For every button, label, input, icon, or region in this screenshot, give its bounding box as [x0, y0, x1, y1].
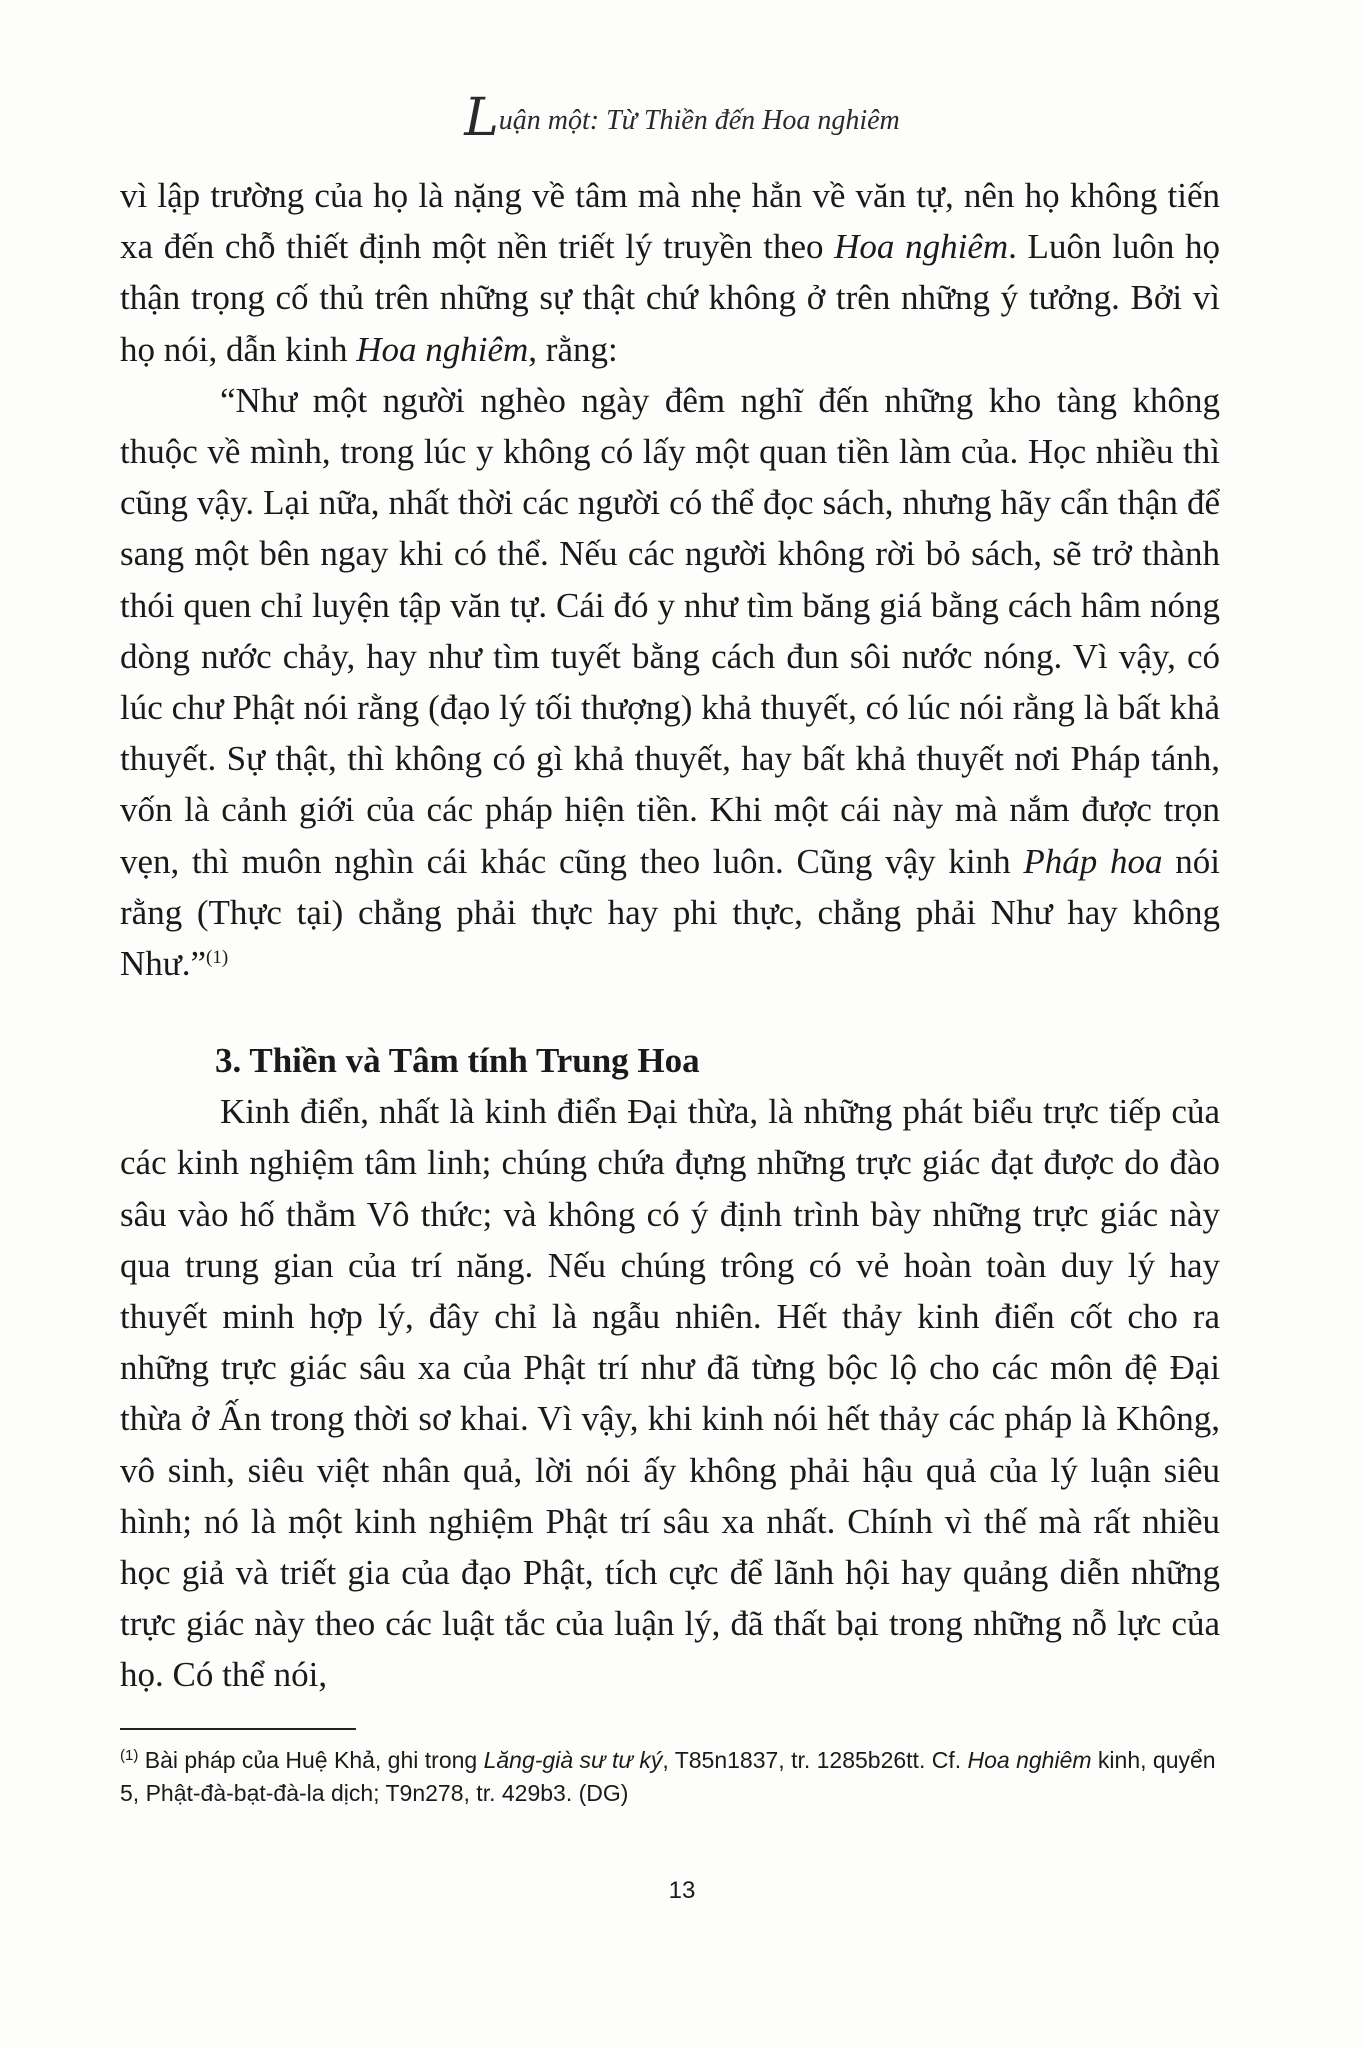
italic-title: Pháp hoa: [1023, 841, 1163, 881]
footnote: [120, 1744, 1232, 1810]
text-run: Bài pháp của Huệ Khả, ghi trong: [138, 1747, 484, 1773]
italic-title: Hoa nghiêm: [834, 227, 1009, 267]
page-number: 13: [668, 1877, 696, 1904]
italic-title: Hoa nghiêm: [967, 1747, 1092, 1773]
section-heading: 3. Thiền và Tâm tính Trung Hoa: [215, 1041, 700, 1081]
text-run: “Như một người nghèo ngày đêm nghĩ đến những kho tàng không thuộc về mình, trong lúc y không có lấy một quan tiền làm của. Học nhiều thì cũng vậy. Lại nữa, nhất thời các người có thể đọc sách, nhưng hãy cẩn thận để sang một bên ngay khi có thể. Nếu các người không rời bỏ sách, sẽ trở thành thói quen chỉ luyện tập văn tự. Cái đó y như tìm băng giá bằng cách hâm nóng dòng nước chảy, hay như tìm tuyết bằng cách đun sôi nước nóng. Vì vậy, có lúc chư Phật nói rằng (đạo lý tối thượng) khả thuyết, có lúc nói rằng là bất khả thuyết. Sự thật, thì không có gì khả thuyết, hay bất khả thuyết nơi Pháp tánh, vốn là cảnh giới của các pháp hiện tiền. Khi một cái này mà nắm được trọn vẹn, thì muôn nghìn cái khác cũng theo luôn. Cũng vậy kinh: [120, 380, 1220, 881]
italic-title: Lăng-già sư tư ký: [483, 1747, 663, 1773]
text-run: vì lập trường của họ là nặng về tâm mà nhẹ hẳn về văn tự, nên họ không tiến xa đến chỗ thiết định một nền triết lý truyền theo: [120, 176, 1220, 267]
text-run: kinh, quyển 5, Phật-đà-bạt-đà-la dịch; T9n278, tr. 429b3. (DG): [120, 1747, 1216, 1806]
section-paragraph: Kinh điển, nhất là kinh điển Đại thừa, là những phát biểu trực tiếp của các kinh nghiệm tâm linh; chúng chứa đựng những trực giác đạt được do đào sâu vào hố thẳm Vô thức; và không có ý định trình bày những trực giác này qua trung gian của trí năng. Nếu chúng trông có vẻ hoàn toàn duy lý hay thuyết minh hợp lý, đây chỉ là ngẫu nhiên. Hết thảy kinh điển cốt cho ra những trực giác sâu xa của Phật trí như đã từng bộc lộ cho các môn đệ Đại thừa ở Ấn trong thời sơ khai. Vì vậy, khi kinh nói hết thảy các pháp là Không, vô sinh, siêu việt nhân quả, lời nói ấy không phải hậu quả của lý luận siêu hình; nó là một kinh nghiệm Phật trí sâu xa nhất. Chính vì thế mà rất nhiều học giả và triết gia của đạo Phật, tích cực để lãnh hội hay quảng diễn những trực giác này theo các luật tắc của luận lý, đã thất bại trong những nỗ lực của họ. Có thể nói,: [120, 1092, 1220, 1695]
paragraph-continued: [120, 170, 1220, 375]
main-text: [120, 170, 1220, 1701]
header-initial: L: [464, 88, 499, 148]
text-run: . Luôn luôn họ thận trọng cố thủ trên những sự thật chứ không ở trên những ý tưởng. Bởi vì họ nói, dẫn kinh: [120, 227, 1221, 369]
text-run: nói rằng (Thực tại) chẳng phải thực hay phi thực, chẳng phải Như hay không Như.”: [120, 841, 1220, 984]
text-run: , T85n1837, tr. 1285b26tt. Cf.: [662, 1747, 968, 1773]
footnote-reference: (1): [206, 947, 229, 969]
block-quote: [120, 375, 1220, 989]
running-header: [0, 88, 1364, 148]
footnote-marker: (1): [120, 1747, 139, 1764]
text-run: , rằng:: [528, 329, 618, 369]
footnote-divider: [120, 1728, 356, 1730]
italic-title: Hoa nghiêm: [356, 329, 529, 369]
header-text: uận một: Từ Thiền đến Hoa nghiêm: [498, 105, 900, 136]
